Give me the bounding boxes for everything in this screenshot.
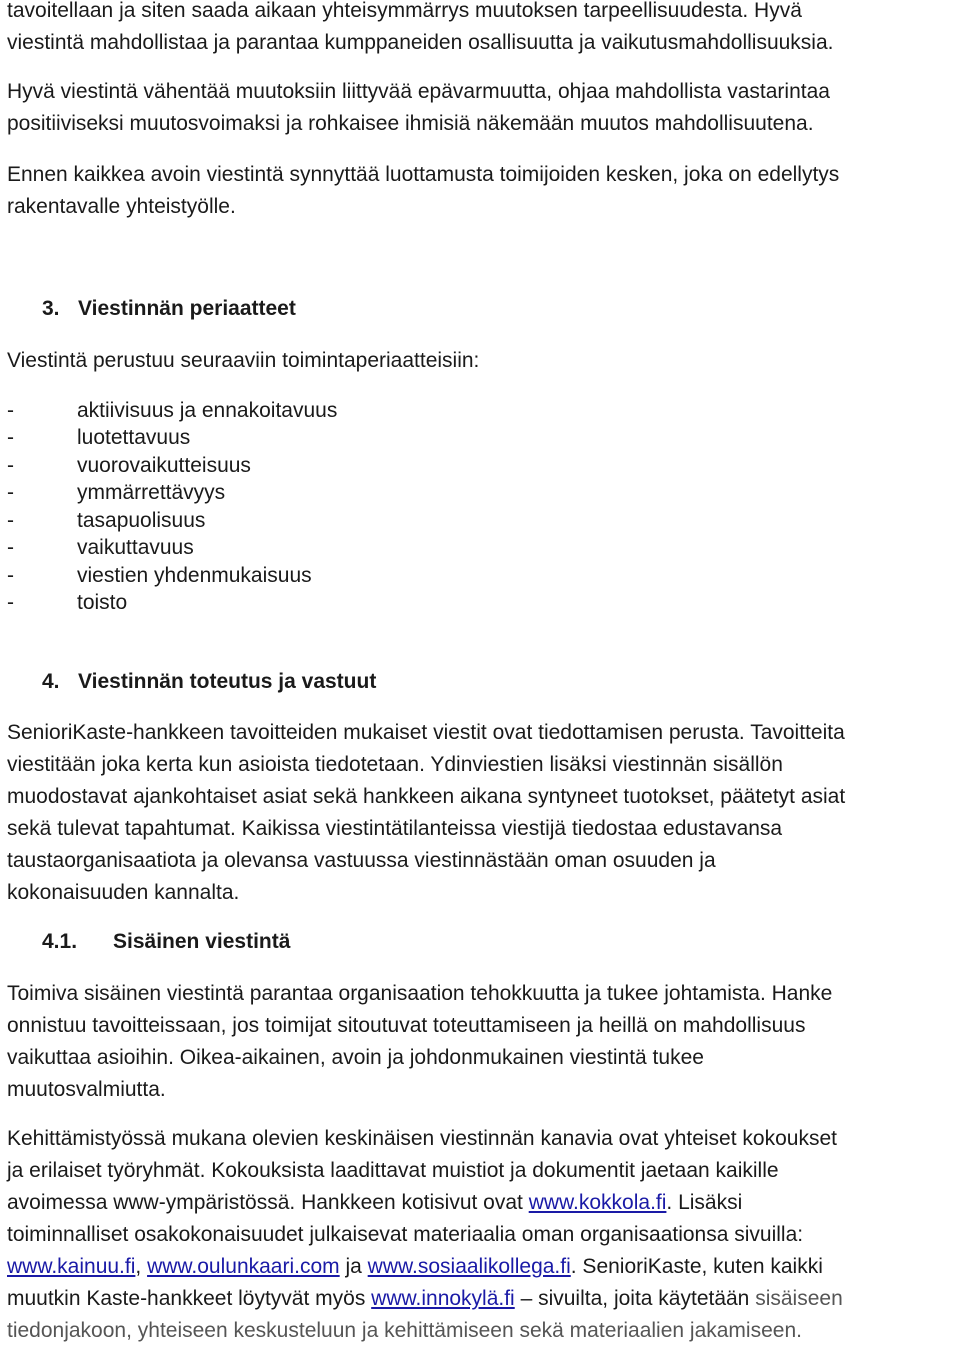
intro-paragraph-2 bbox=[7, 76, 830, 140]
text-line: viestintä mahdollistaa ja parantaa kumppaneiden osallisuutta ja vaikutusmahdollisuuksia. bbox=[7, 31, 834, 54]
list-item: - luotettavuus bbox=[7, 426, 191, 449]
section-3-lead: Viestintä perustuu seuraaviin toimintaperiaatteisiin: bbox=[7, 349, 480, 372]
text-line: muutkin Kaste-hankkeet löytyvät myös www.innokylä.fi – sivuilta, joita käytetään sisäiseen bbox=[7, 1287, 843, 1310]
link-oulunkaari[interactable]: www.oulunkaari.com bbox=[147, 1255, 340, 1278]
list-item: - viestien yhdenmukaisuus bbox=[7, 564, 312, 587]
text-line: Toimiva sisäinen viestintä parantaa organisaation tehokkuutta ja tukee johtamista. Hanke bbox=[7, 982, 833, 1005]
text-line: ja erilaiset työryhmät. Kokouksista laadittavat muistiot ja dokumentit jaetaan kaikille bbox=[7, 1159, 779, 1182]
text-line: muodostavat ajankohtaiset asiat sekä hankkeen aikana syntyneet tuotokset, päätetyt asiat bbox=[7, 785, 846, 808]
list-item: - vaikuttavuus bbox=[7, 536, 194, 559]
text-line: positiiviseksi muutosvoimaksi ja rohkaisee ihmisiä näkemään muutos mahdollisuutena. bbox=[7, 112, 814, 135]
text-line: vaikuttaa asioihin. Oikea-aikainen, avoin ja johdonmukainen viestintä tukee bbox=[7, 1046, 704, 1069]
text-line: avoimessa www-ympäristössä. Hankkeen kotisivut ovat www.kokkola.fi. Lisäksi bbox=[7, 1191, 743, 1214]
list-item: - vuorovaikutteisuus bbox=[7, 454, 251, 477]
section-4-1-paragraph-2 bbox=[7, 1123, 843, 1347]
section-number: 4. bbox=[42, 670, 60, 693]
text-line: viestitään joka kerta kun asioista tiedotetaan. Ydinviestien lisäksi viestinnän sisällön bbox=[7, 753, 783, 776]
section-4-paragraph bbox=[7, 717, 845, 909]
section-title: Viestinnän periaatteet bbox=[78, 297, 296, 320]
text-line: Kehittämistyössä mukana olevien keskinäisen viestinnän kanavia ovat yhteiset kokoukset bbox=[7, 1127, 837, 1150]
section-4-1-heading bbox=[42, 926, 290, 958]
text-line: SenioriKaste-hankkeen tavoitteiden mukaiset viestit ovat tiedottamisen perusta. Tavoitteita bbox=[7, 721, 845, 744]
text-line: www.kainuu.fi, www.oulunkaari.com ja www.sosiaalikollega.fi. SenioriKaste, kuten kaikki bbox=[7, 1255, 823, 1278]
section-title: Viestinnän toteutus ja vastuut bbox=[78, 670, 377, 693]
list-item: - tasapuolisuus bbox=[7, 509, 206, 532]
text-line: sekä tulevat tapahtumat. Kaikissa viestintätilanteissa viestijä tiedostaa edustavansa bbox=[7, 817, 783, 840]
section-4-heading bbox=[42, 666, 376, 698]
intro-paragraph-1 bbox=[7, 0, 834, 59]
text-line: toiminnalliset osakokonaisuudet julkaisevat materiaalia oman organisaationsa sivuilla: bbox=[7, 1223, 804, 1246]
link-kainuu[interactable]: www.kainuu.fi bbox=[7, 1255, 136, 1278]
section-number: 4.1. bbox=[42, 930, 78, 953]
text-line: tavoitellaan ja siten saada aikaan yhteisymmärrys muutoksen tarpeellisuudesta. Hyvä bbox=[7, 0, 802, 22]
text-line: muutosvalmiutta. bbox=[7, 1078, 166, 1101]
list-item: - toisto bbox=[7, 591, 128, 614]
list-item: - aktiivisuus ja ennakoitavuus bbox=[7, 399, 338, 422]
text-line: Ennen kaikkea avoin viestintä synnyttää luottamusta toimijoiden kesken, joka on edellytys bbox=[7, 163, 840, 186]
link-kokkola[interactable]: www.kokkola.fi bbox=[528, 1191, 667, 1214]
text-line: rakentavalle yhteistyölle. bbox=[7, 195, 236, 218]
text-line: kokonaisuuden kannalta. bbox=[7, 881, 240, 904]
section-title: Sisäinen viestintä bbox=[113, 930, 291, 953]
intro-paragraph-3 bbox=[7, 159, 839, 223]
text-line: tiedonjakoon, yhteiseen keskusteluun ja kehittämiseen sekä materiaalien jakamiseen. bbox=[7, 1319, 802, 1342]
section-number: 3. bbox=[42, 297, 60, 320]
list-item: - ymmärrettävyys bbox=[7, 481, 226, 504]
link-innokyla[interactable]: www.innokylä.fi bbox=[371, 1287, 515, 1310]
section-4-1-paragraph-1 bbox=[7, 978, 832, 1106]
text-line: Hyvä viestintä vähentää muutoksiin liittyvää epävarmuutta, ohjaa mahdollista vastarintaa bbox=[7, 80, 830, 103]
section-3-heading bbox=[42, 293, 296, 325]
link-sosiaalikollega[interactable]: www.sosiaalikollega.fi bbox=[367, 1255, 571, 1278]
text-line: onnistuu tavoitteissaan, jos toimijat sitoutuvat toteuttamiseen ja heillä on mahdollisuus bbox=[7, 1014, 806, 1037]
text-line: taustaorganisaatiota ja olevansa vastuussa viestinnästään oman osuuden ja bbox=[7, 849, 716, 872]
